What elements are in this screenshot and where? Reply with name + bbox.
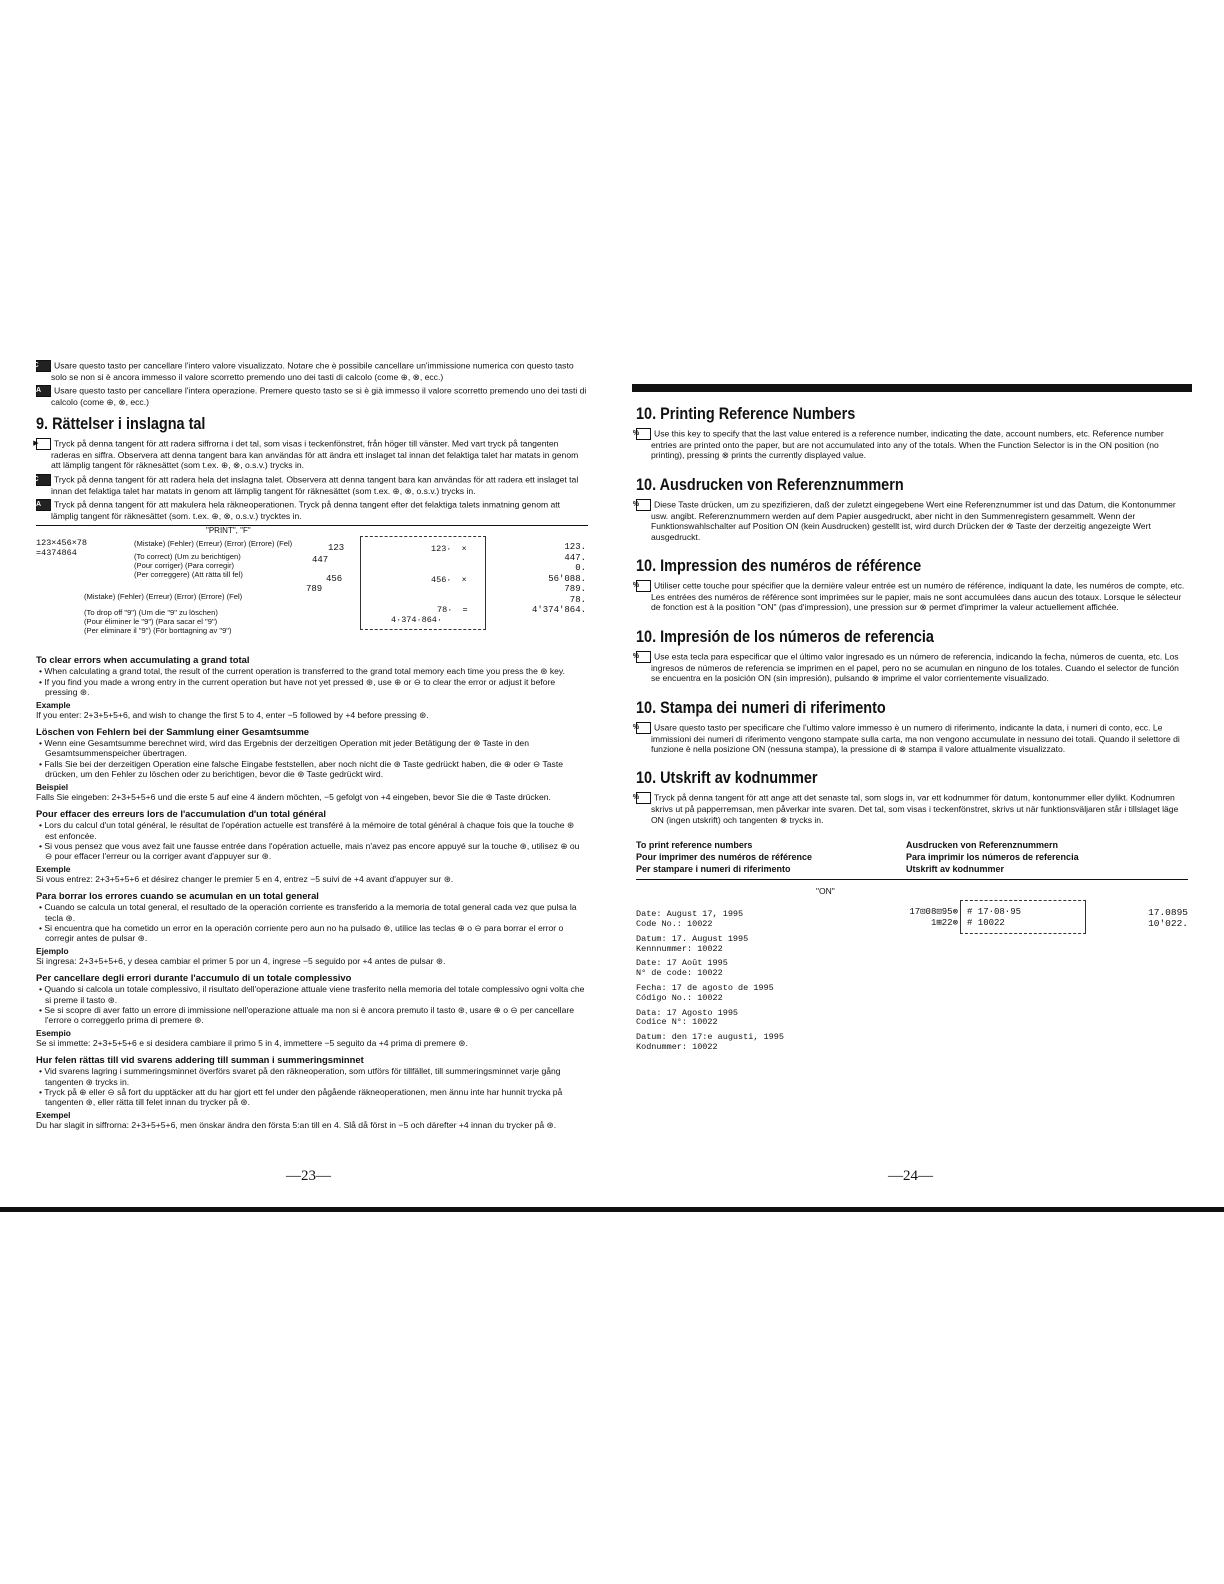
page-number-right: —24—	[888, 1168, 933, 1184]
error-sections	[36, 654, 588, 1130]
entry: 447	[312, 555, 329, 566]
error-section	[36, 808, 588, 884]
reference-block	[632, 768, 1188, 825]
entry: 456	[326, 574, 343, 585]
reference-block	[632, 556, 1188, 613]
section-title: To clear errors when accumulating a grand total	[36, 654, 250, 666]
error-section	[36, 890, 588, 966]
clear-key-icon: C	[36, 474, 51, 486]
sv-paras: ▶ Tryck på denna tangent för att radera siffrorna i det tal, som visas i teckenfönstret, från höger till vänster. Med vart tryck på tangenten raderas en siffra. Observera att denna tangent bara kan användas för att ändra ett inslaget tal innan det felaktiga talet har matats in genom att lämplig tangent för räknesättet (som t.ex. ⊕, ⊗, o.s.v.) trycks in. C Tryck på denna tangent för att radera hela det inslagna talet. Observera att denna tangent bara kan användas för att radera ett inslaget tal innan det felaktiga talet har matats in genom att lämplig tangent för räknesättet (som t.ex. ⊕, ⊗, o.s.v.) trycks in. CA Tryck på denna tangent för att makulera hela räkneoperationen. Tryck på denna tangent efter det felaktiga talets inmatning genom att lämplig tangent för räknesättet (som. t.ex. ⊕, ⊗, o.s.v.) trycktes in.	[30, 438, 579, 522]
error-section	[36, 726, 588, 802]
page-number-left: —23—	[286, 1168, 331, 1184]
example-text: Se si immette: 2+3+5+5+6 e si desidera cambiare il primo 5 in 4, immettere −5 seguito da +4 prima di premere ⊛.	[36, 1037, 468, 1048]
paper-tape: 123· × 456· × 78· = 4·374·864·	[360, 536, 486, 630]
date-entry: Datum: den 17:e augusti, 1995 Kodnummer: 10022	[636, 1032, 784, 1053]
bullet-item: • Si vous pensez que vous avez fait une fausse entrée dans l'opération actuelle, mais n'avez pas encore appuyé sur la touche ⊛, utilisez ⊕ ou ⊖ pour effacer l'erreur ou la corriger avant d'appuyer sur ⊛.	[39, 840, 580, 862]
section-heading-9: 9. Rättelser i inslagna tal	[36, 413, 206, 433]
reference-block	[632, 474, 1188, 542]
example-figure: "PRINT", "F" 123×456×78 =4374864 (Mistake) (Fehler) (Erreur) (Error) (Errore) (Fel) (To correct) (Um zu berichtigen) (Pour corriger) (Para corregir) (Per correggere) (Att rätta till fel) (Mistake) (Fehler) (Erreur) (Error) (Errore) (Fel) (To drop off "9") (Um die "9" zu löschen) (Pour éliminer le "9") (Para sacar el "9") (Per eliminare il "9") (För borttagning av "9") 123 447 456 789 123· × 456· × 78· = 4·374·864· 123. 447. 0. 56'088. 789. 78. 4'374'864.	[36, 525, 588, 648]
on-label: "ON"	[816, 886, 835, 897]
example-text: Falls Sie eingeben: 2+3+5+5+6 und die erste 5 auf eine 4 ändern möchten, −5 gefolgt von +4 eingeben, bevor Sie die ⊛ Taste drücken.	[36, 791, 551, 802]
print-headers: To print reference numbers Pour imprimer des numéros de référence Per stampare i numeri di riferimento Ausdrucken von Referenznummern Para imprimir los números de referencia Utskrift av kodnummer	[636, 840, 1079, 875]
example-text: Si vous entrez: 2+3+5+5+6 et désirez changer le premier 5 en 4, entrez −5 suivi de +4 avant d'appuyer sur ⊛.	[36, 873, 454, 884]
entry: 789	[306, 584, 323, 595]
entry: 123	[328, 543, 345, 554]
block-heading: 10. Utskrift av kodnummer	[636, 768, 818, 788]
display-column: 17.0895 10'022.	[1148, 907, 1188, 930]
reference-block	[632, 626, 1188, 684]
bottom-rule	[0, 1207, 1224, 1212]
block-heading: 10. Impression des numéros de référence	[636, 556, 922, 576]
block-heading: 10. Impresión de los números de referencia	[636, 626, 934, 646]
clear-key-icon: C	[36, 360, 51, 372]
example-label: Exempel	[36, 1109, 71, 1120]
date-entry: Date: August 17, 1995 Code No.: 10022	[636, 909, 744, 930]
percent-key-icon: %	[636, 651, 651, 663]
example-text: Si ingresa: 2+3+5+5+6, y desea cambiar el primer 5 por un 4, ingrese −5 seguido por +4 antes de pulsar ⊛.	[36, 955, 446, 966]
bullet-item: • Se si scopre di aver fatto un errore di immissione nell'operazione attuale ma non si è ancora premuto il tasto ⊛, usare ⊕ o ⊖ per cancellare l'errore o correggerlo prima di premere ⊛.	[39, 1004, 574, 1026]
example-label: Ejemplo	[36, 945, 69, 956]
backspace-key-icon: ▶	[36, 438, 51, 450]
example-label: Beispiel	[36, 781, 69, 792]
top-rule-right	[632, 384, 1192, 392]
bullet-item: • Falls Sie bei der derzeitigen Operation eine falsche Eingabe feststellen, aber noch nicht die ⊛ Taste gedrückt haben, die ⊕ oder ⊖ Taste drücken, um den Fehler zu löschen oder zu berichtigen, bevor die ⊛ Taste gedrückt wird.	[39, 758, 564, 780]
bullet-item: • Tryck på ⊕ eller ⊖ så fort du upptäcker att du har gjort ett fel under den pågående räkneoperationen, men ännu inte har hunnit trycka på tangenten ⊛, eller rätta till felet innan du trycker på ⊛.	[39, 1087, 563, 1108]
block-heading: 10. Stampa dei numeri di riferimento	[636, 697, 886, 717]
section-title: Per cancellare degli errori durante l'accumulo di un totale complessivo	[36, 972, 352, 984]
percent-key-icon: %	[636, 580, 651, 592]
percent-key-icon: %	[636, 499, 651, 511]
section-title: Pour effacer des erreurs lors de l'accumulation d'un total général	[36, 808, 326, 820]
ref-example	[636, 879, 1188, 1060]
block-text: % Use this key to specify that the last value entered is a reference number, indicating the date, account numbers, etc. Reference number entries are printed onto the paper, but are not accumulated into any of the totals. When the Function Selector is in the ON position (no printing), pressing ⊗ prints the currently displayed value.	[632, 428, 1164, 461]
clear-all-key-icon: CA	[36, 385, 51, 397]
key-sequence: 17⊡08⊡95⊗ 1⊞22⊗	[909, 907, 958, 929]
error-section	[36, 972, 588, 1048]
intro-block: C Usare questo tasto per cancellare l'intero valore visualizzato. Notare che è possibile cancellare un'immissione numerica con questo tasto solo se non si è ancora immesso il valore scorretto premendo uno dei tasti di calcolo (come ⊕, ⊗, ecc.) CA Usare questo tasto per cancellare l'intera operazione. Premere questo tasto se si è già immesso il valore scorretto premendo uno dei tasti di calcolo (come ⊕, ⊗, ecc.)	[30, 360, 587, 408]
section-title: Para borrar los errores cuando se acumulan en un total general	[36, 890, 319, 902]
bullet-item: • Vid svarens lagring i summeringsminnet överförs svaret på den räkneoperation, som utförs för tillfället, till summeringsminnet varje gång tangenten ⊛ trycks in.	[39, 1066, 561, 1087]
example-text: If you enter: 2+3+5+5+6, and wish to change the first 5 to 4, enter −5 followed by +4 before pressing ⊛.	[36, 709, 429, 720]
percent-key-icon: %	[636, 792, 651, 804]
calc-result: =4374864	[36, 548, 77, 559]
date-entry: Date: 17 Août 1995 N° de code: 10022	[636, 958, 728, 979]
example-label: Example	[36, 699, 71, 710]
clear-all-key-icon: CA	[36, 499, 51, 511]
left-page	[30, 360, 588, 1133]
date-entry: Fecha: 17 de agosto de 1995 Código No.: 10022	[636, 983, 774, 1003]
date-entry: Data: 17 Agosto 1995 Codice N°: 10022	[636, 1007, 739, 1028]
calc-expression: 123×456×78	[36, 538, 88, 549]
section-title: Hur felen rättas till vid svarens addering till summan i summeringsminnet	[36, 1054, 364, 1066]
bullet-item: • When calculating a grand total, the result of the current operation is transferred to the grand total memory each time you press the ⊛ key.	[39, 666, 565, 677]
block-heading: 10. Printing Reference Numbers	[636, 404, 856, 423]
reference-block	[632, 404, 1188, 461]
bullet-item: • Cuando se calcula un total general, el resultado de la operación corriente es transferido a la memoria de total general cada vez que pulsa la tecla ⊛.	[39, 902, 577, 923]
block-text: % Tryck på denna tangent för att ange att det senaste tal, som slogs in, var ett kodnummer för datum, kontonummer eller dylikt. Kodnumren skrivs ut på papperremsan, men påverkar inte svaren. Det tal, som visas i teckenfönstret, skrivs ut när funktionsväljaren står i tillslaget läge ON (ingen utskrift) och tangenten ⊗ trycks in.	[632, 792, 1179, 825]
example-label: Exemple	[36, 863, 71, 874]
block-text: % Utiliser cette touche pour spécifier que la dernière valeur entrée est un numéro de référence, indiquant la date, les numéros de compte, etc. Les entrées des numéros de référence sont imprimées sur le papier, mais ne sont accumulées dans aucun des totaux. Lorsque le sélecteur de fonction est à la position "ON" (pas d'impression), une pression sur ⊗ permet d'imprimer la valeur actuellement affichée.	[632, 580, 1185, 613]
block-text: % Diese Taste drücken, um zu spezifizieren, daß der zuletzt eingegebene Wert eine Referenznummer ist und das Datum, die Kontonummer usw. angibt. Referenznummern werden auf dem Papier ausgedruckt, aber nicht in den Summenregistern gesammelt. Wenn der Funktionswahlschalter auf Position ON (kein Ausdrucken) gestellt ist, wird durch Drücken der ⊗ Taste der derzeitig angezeigte Wert ausgedruckt.	[632, 499, 1176, 542]
date-list	[636, 910, 784, 1058]
bullet-item: • Wenn eine Gesamtsumme berechnet wird, wird das Ergebnis der derzeitigen Operation mit jeder Betätigung der ⊛ Taste in den Gesamtsummenspeicher übertragen.	[39, 738, 529, 759]
error-section	[36, 654, 588, 720]
display-column: 123. 447. 0. 56'088. 789. 78. 4'374'864.	[531, 542, 586, 616]
right-page	[632, 398, 1188, 1060]
bullet-item: • Lors du calcul d'un total général, le résultat de l'opération actuelle est transféré à la mémoire de total général à chaque fois que la touche ⊛ est enfoncée.	[39, 820, 575, 841]
block-heading: 10. Ausdrucken von Referenznummern	[636, 474, 904, 494]
example-label: Esempio	[36, 1027, 71, 1038]
print-label: "PRINT", "F"	[206, 526, 251, 536]
bullet-item: • Si encuentra que ha cometido un error en la operación corriente pero aun no ha pulsado ⊛, utilice las teclas ⊕ o ⊖ para borrar el error o corregir antes de pulsar ⊛.	[39, 922, 564, 944]
date-entry: Datum: 17. August 1995 Kennnummer: 10022	[636, 933, 749, 954]
bullet-item: • Quando si calcola un totale complessivo, il risultato dell'operazione attuale viene trasferito nella memoria del totale complessivo ogni volta che si preme il tasto ⊛.	[39, 984, 585, 1005]
paper-tape: # 17·08·95 # 10022	[960, 900, 1086, 934]
bullet-item: • If you find you made a wrong entry in the current operation but have not yet pressed ⊛, use ⊕ or ⊖ to clear the error or adjust it before pressing ⊛.	[39, 676, 556, 698]
reference-block	[632, 697, 1188, 755]
percent-key-icon: %	[636, 722, 651, 734]
section-title: Löschen von Fehlern bei der Sammlung einer Gesamtsumme	[36, 726, 309, 738]
percent-key-icon: %	[636, 428, 651, 440]
reference-blocks	[632, 404, 1188, 825]
error-section	[36, 1054, 588, 1130]
block-text: % Use esta tecla para especificar que el último valor ingresado es un número de referencia, indicando la fecha, números de cuenta, etc. Los ingresos de números de referencia se imprimen en el papel, pero no se acumulan en ninguno de los totales. Cuando el selector de función se encuentra en la posición ON (sin impresión), pulsando ⊗ imprime el valor corrientemente visualizado.	[632, 651, 1179, 684]
block-text: % Usare questo tasto per specificare che l'ultimo valore immesso è un numero di riferimento, indicante la data, i numeri di conto, ecc. Le immissioni dei numeri di riferimento vengono stampate sulla carta, ma non vengono accumulate in nessuno dei totali. Quando il selettore di funzione è nella posizione ON (nessuna stampa), la pressione di ⊗ stampa il valore attualmente visualizzato.	[632, 721, 1180, 755]
example-text: Du har slagit in siffrorna: 2+3+5+5+6, men önskar ändra den första 5:an till en 4. Slå då först in −5 och därefter +4 innan du trycker på ⊛.	[36, 1119, 557, 1130]
